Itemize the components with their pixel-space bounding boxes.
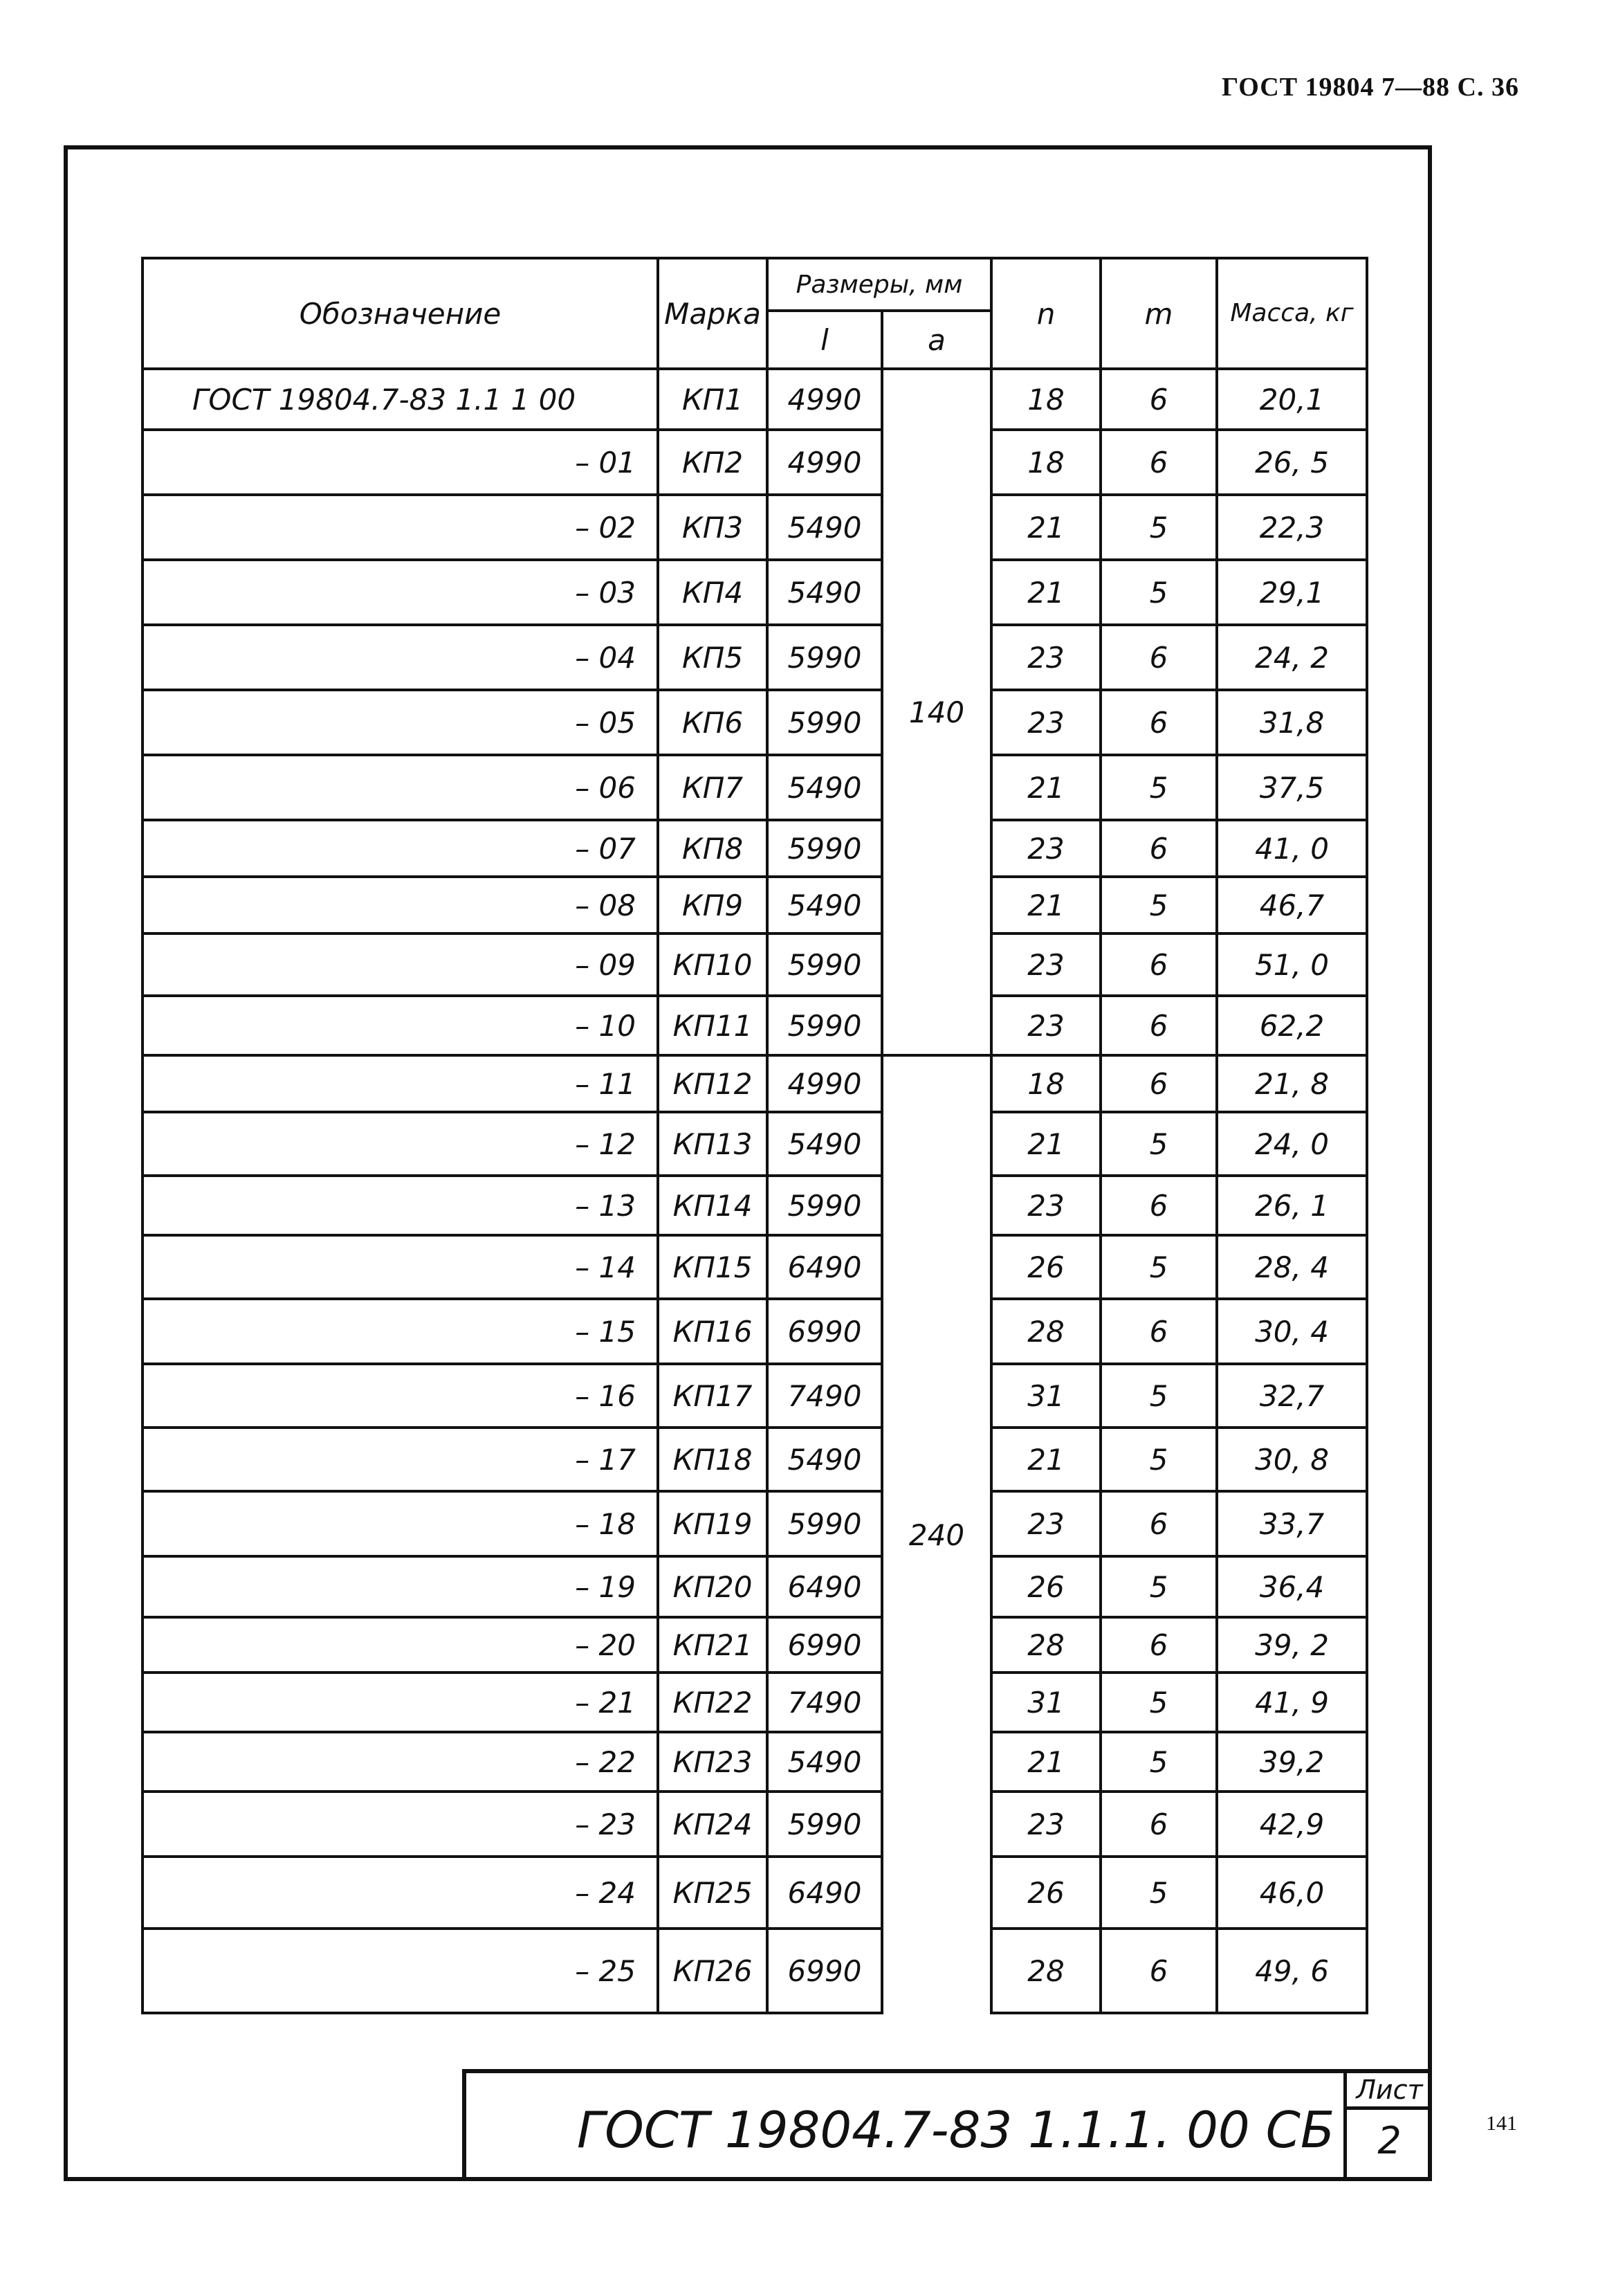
cell-n: 23: [991, 933, 1101, 996]
sheet-label: Лист: [1347, 2073, 1432, 2110]
cell-m: 5: [1101, 1556, 1217, 1617]
table-row: [143, 369, 1367, 430]
cell-designation: – 01: [143, 430, 658, 495]
cell-mass: 49, 6: [1217, 1929, 1367, 2013]
document-code: ГОСТ 19804.7-83 1.1.1. 00 СБ: [577, 2101, 1335, 2159]
cell-designation: – 16: [143, 1364, 658, 1428]
cell-designation: – 15: [143, 1299, 658, 1364]
table-row: [143, 495, 1367, 560]
cell-mark: КП19: [658, 1491, 767, 1556]
cell-mark: КП14: [658, 1176, 767, 1235]
cell-l: 5990: [767, 690, 882, 755]
cell-l: 5490: [767, 1428, 882, 1491]
cell-l: 6490: [767, 1556, 882, 1617]
cell-m: 5: [1101, 1428, 1217, 1491]
cell-n: 23: [991, 690, 1101, 755]
cell-designation: – 14: [143, 1235, 658, 1299]
cell-designation: – 09: [143, 933, 658, 996]
cell-a: 140: [882, 369, 991, 1055]
cell-mass: 51, 0: [1217, 933, 1367, 996]
cell-l: 5490: [767, 560, 882, 625]
cell-n: 21: [991, 877, 1101, 933]
cell-m: 5: [1101, 1112, 1217, 1176]
cell-n: 21: [991, 560, 1101, 625]
cell-n: 26: [991, 1556, 1101, 1617]
cell-mass: 31,8: [1217, 690, 1367, 755]
cell-designation: – 11: [143, 1055, 658, 1112]
title-block: [462, 2069, 1432, 2181]
table-row: [143, 1176, 1367, 1235]
cell-n: 21: [991, 1112, 1101, 1176]
cell-m: 6: [1101, 369, 1217, 430]
cell-mark: КП5: [658, 625, 767, 690]
cell-designation: – 22: [143, 1732, 658, 1792]
cell-l: 5990: [767, 625, 882, 690]
cell-m: 5: [1101, 1857, 1217, 1929]
cell-mark: КП4: [658, 560, 767, 625]
table-row: [143, 1428, 1367, 1491]
cell-designation: – 24: [143, 1857, 658, 1929]
cell-n: 21: [991, 755, 1101, 820]
cell-mass: 24, 0: [1217, 1112, 1367, 1176]
cell-m: 5: [1101, 495, 1217, 560]
cell-n: 18: [991, 369, 1101, 430]
header-mass: Масса, кг: [1217, 258, 1367, 369]
cell-mass: 21, 8: [1217, 1055, 1367, 1112]
table-row: [143, 996, 1367, 1055]
table-row: [143, 1617, 1367, 1673]
cell-n: 18: [991, 430, 1101, 495]
cell-l: 5490: [767, 877, 882, 933]
cell-n: 23: [991, 996, 1101, 1055]
cell-mass: 26, 1: [1217, 1176, 1367, 1235]
cell-designation: – 13: [143, 1176, 658, 1235]
cell-mark: КП25: [658, 1857, 767, 1929]
cell-n: 23: [991, 1491, 1101, 1556]
cell-n: 23: [991, 625, 1101, 690]
cell-mass: 24, 2: [1217, 625, 1367, 690]
cell-m: 6: [1101, 1491, 1217, 1556]
cell-m: 5: [1101, 560, 1217, 625]
cell-designation: – 21: [143, 1673, 658, 1732]
cell-designation: – 20: [143, 1617, 658, 1673]
cell-mark: КП11: [658, 996, 767, 1055]
cell-m: 6: [1101, 625, 1217, 690]
table-row: [143, 1792, 1367, 1857]
cell-mark: КП22: [658, 1673, 767, 1732]
cell-n: 26: [991, 1235, 1101, 1299]
cell-l: 7490: [767, 1673, 882, 1732]
table-row: [143, 1929, 1367, 2013]
table-row: [143, 1857, 1367, 1929]
cell-mass: 41, 9: [1217, 1673, 1367, 1732]
table-row: [143, 877, 1367, 933]
header-mark: Марка: [658, 258, 767, 369]
table-row: [143, 1673, 1367, 1732]
table-row: [143, 1299, 1367, 1364]
cell-l: 5990: [767, 1792, 882, 1857]
cell-mass: 28, 4: [1217, 1235, 1367, 1299]
cell-n: 28: [991, 1299, 1101, 1364]
cell-m: 6: [1101, 996, 1217, 1055]
cell-m: 6: [1101, 933, 1217, 996]
cell-l: 5990: [767, 1491, 882, 1556]
table-row: [143, 430, 1367, 495]
cell-m: 5: [1101, 1235, 1217, 1299]
cell-mass: 37,5: [1217, 755, 1367, 820]
cell-mass: 20,1: [1217, 369, 1367, 430]
table-row: [143, 933, 1367, 996]
cell-m: 6: [1101, 1617, 1217, 1673]
page-number: 141: [1486, 2112, 1517, 2135]
cell-l: 5990: [767, 996, 882, 1055]
cell-l: 4990: [767, 369, 882, 430]
cell-designation: – 08: [143, 877, 658, 933]
cell-mass: 32,7: [1217, 1364, 1367, 1428]
cell-mass: 39, 2: [1217, 1617, 1367, 1673]
cell-mark: КП16: [658, 1299, 767, 1364]
cell-mark: КП21: [658, 1617, 767, 1673]
header-m: m: [1101, 258, 1217, 369]
table-row: [143, 560, 1367, 625]
cell-mark: КП18: [658, 1428, 767, 1491]
cell-l: 6990: [767, 1929, 882, 2013]
cell-l: 4990: [767, 1055, 882, 1112]
table-row: [143, 1235, 1367, 1299]
cell-mark: КП23: [658, 1732, 767, 1792]
cell-a: 240: [882, 1055, 991, 2013]
cell-mark: КП8: [658, 820, 767, 877]
cell-m: 6: [1101, 1055, 1217, 1112]
cell-n: 31: [991, 1673, 1101, 1732]
table-row: [143, 1364, 1367, 1428]
cell-m: 5: [1101, 755, 1217, 820]
table-row: [143, 690, 1367, 755]
header-a: a: [882, 311, 991, 369]
cell-mark: КП24: [658, 1792, 767, 1857]
cell-mark: КП17: [658, 1364, 767, 1428]
cell-m: 5: [1101, 1364, 1217, 1428]
cell-mass: 36,4: [1217, 1556, 1367, 1617]
cell-mass: 46,7: [1217, 877, 1367, 933]
table-row: [143, 820, 1367, 877]
cell-m: 5: [1101, 1732, 1217, 1792]
cell-m: 6: [1101, 690, 1217, 755]
cell-mark: КП2: [658, 430, 767, 495]
cell-m: 6: [1101, 1176, 1217, 1235]
cell-mass: 39,2: [1217, 1732, 1367, 1792]
cell-l: 7490: [767, 1364, 882, 1428]
cell-designation: – 02: [143, 495, 658, 560]
cell-designation: – 03: [143, 560, 658, 625]
cell-m: 5: [1101, 877, 1217, 933]
cell-n: 21: [991, 1428, 1101, 1491]
cell-n: 23: [991, 1792, 1101, 1857]
cell-mark: КП13: [658, 1112, 767, 1176]
cell-designation: – 07: [143, 820, 658, 877]
sheet-number: 2: [1377, 2119, 1402, 2162]
cell-designation: – 25: [143, 1929, 658, 2013]
cell-designation: – 10: [143, 996, 658, 1055]
cell-designation: – 18: [143, 1491, 658, 1556]
cell-mark: КП1: [658, 369, 767, 430]
cell-l: 5490: [767, 1112, 882, 1176]
cell-m: 6: [1101, 1792, 1217, 1857]
cell-mark: КП3: [658, 495, 767, 560]
cell-mass: 41, 0: [1217, 820, 1367, 877]
cell-designation: – 23: [143, 1792, 658, 1857]
cell-mass: 22,3: [1217, 495, 1367, 560]
table-row: [143, 1556, 1367, 1617]
cell-designation: – 04: [143, 625, 658, 690]
cell-l: 5490: [767, 495, 882, 560]
table-row: [143, 1112, 1367, 1176]
cell-designation: ГОСТ 19804.7-83 1.1 1 00: [143, 369, 658, 430]
cell-m: 6: [1101, 1929, 1217, 2013]
cell-l: 5990: [767, 1176, 882, 1235]
cell-mark: КП12: [658, 1055, 767, 1112]
cell-mass: 30, 8: [1217, 1428, 1367, 1491]
cell-n: 23: [991, 1176, 1101, 1235]
cell-mark: КП7: [658, 755, 767, 820]
sheet-box: [1343, 2073, 1432, 2181]
specification-body: [143, 369, 1367, 2013]
header-l: l: [767, 311, 882, 369]
cell-mark: КП20: [658, 1556, 767, 1617]
table-row: [143, 755, 1367, 820]
cell-l: 5990: [767, 933, 882, 996]
header-dimensions: Размеры, мм: [767, 258, 991, 311]
cell-m: 6: [1101, 820, 1217, 877]
cell-designation: – 19: [143, 1556, 658, 1617]
cell-m: 5: [1101, 1673, 1217, 1732]
cell-mark: КП6: [658, 690, 767, 755]
cell-mark: КП15: [658, 1235, 767, 1299]
cell-mark: КП9: [658, 877, 767, 933]
cell-n: 31: [991, 1364, 1101, 1428]
cell-mass: 29,1: [1217, 560, 1367, 625]
cell-l: 6490: [767, 1235, 882, 1299]
cell-designation: – 05: [143, 690, 658, 755]
cell-m: 6: [1101, 430, 1217, 495]
table-row: [143, 1491, 1367, 1556]
cell-mass: 46,0: [1217, 1857, 1367, 1929]
table-row: [143, 1055, 1367, 1112]
cell-n: 21: [991, 1732, 1101, 1792]
cell-l: 4990: [767, 430, 882, 495]
cell-designation: – 06: [143, 755, 658, 820]
specification-table: [141, 257, 1368, 2014]
cell-designation: – 12: [143, 1112, 658, 1176]
cell-mark: КП10: [658, 933, 767, 996]
cell-designation: – 17: [143, 1428, 658, 1491]
cell-l: 6990: [767, 1299, 882, 1364]
page-header: ГОСТ 19804 7—88 С. 36: [1222, 73, 1519, 102]
cell-mark: КП26: [658, 1929, 767, 2013]
cell-mass: 30, 4: [1217, 1299, 1367, 1364]
table-row: [143, 625, 1367, 690]
cell-n: 28: [991, 1617, 1101, 1673]
cell-mass: 33,7: [1217, 1491, 1367, 1556]
header-designation: Обозначение: [143, 258, 658, 369]
header-n: n: [991, 258, 1101, 369]
cell-l: 5490: [767, 1732, 882, 1792]
cell-mass: 26, 5: [1217, 430, 1367, 495]
cell-m: 6: [1101, 1299, 1217, 1364]
cell-l: 6990: [767, 1617, 882, 1673]
table-row: [143, 1732, 1367, 1792]
cell-n: 18: [991, 1055, 1101, 1112]
cell-n: 26: [991, 1857, 1101, 1929]
cell-l: 5990: [767, 820, 882, 877]
cell-l: 5490: [767, 755, 882, 820]
cell-n: 28: [991, 1929, 1101, 2013]
cell-mass: 42,9: [1217, 1792, 1367, 1857]
cell-n: 21: [991, 495, 1101, 560]
cell-l: 6490: [767, 1857, 882, 1929]
cell-mass: 62,2: [1217, 996, 1367, 1055]
cell-n: 23: [991, 820, 1101, 877]
